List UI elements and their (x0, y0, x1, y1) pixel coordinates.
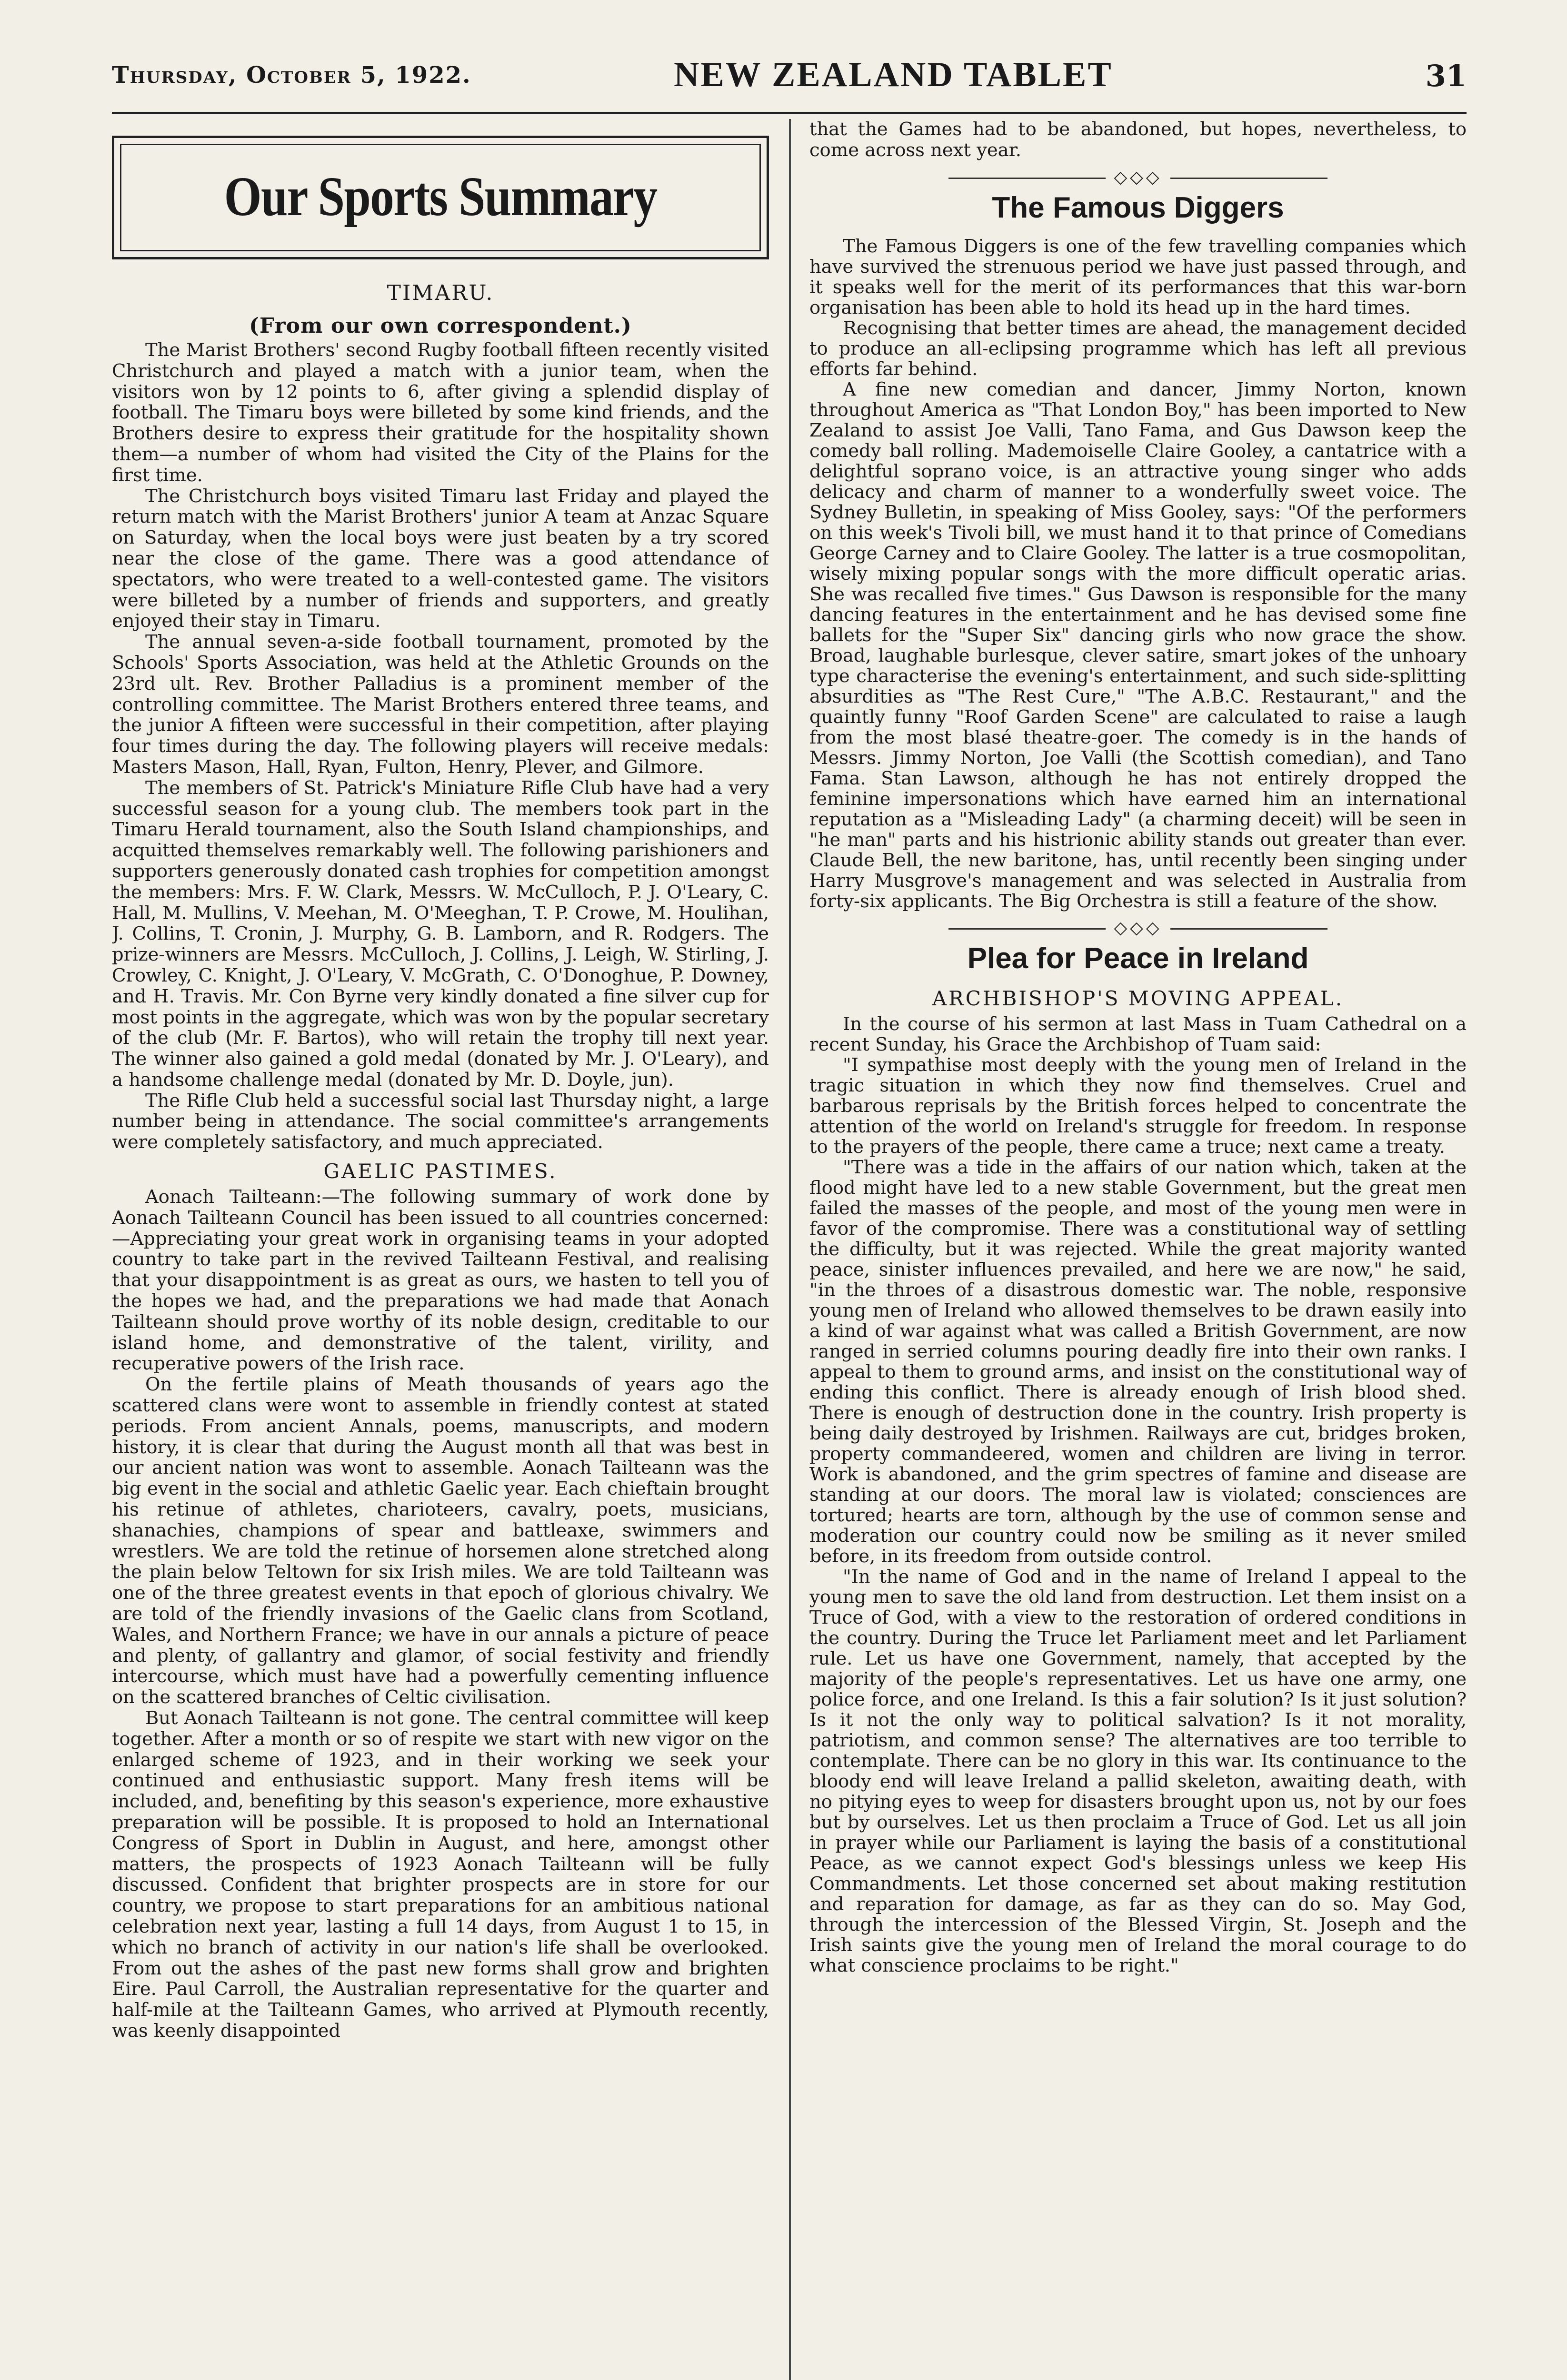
correspondent-line: (From our own correspondent.) (249, 314, 632, 338)
continuation-paragraph: that the Games had to be abandoned, but hopes, nevertheless, to come across next year. (809, 119, 1467, 161)
paragraph: The Marist Brothers' second Rugby football fifteen recently visited Christchurch and played a match with a junior team, when the visitors won by 12 points to 6, after giving a splendid display of football. The Timaru boys were billeted by some kind friends, and the Brothers desire to express their gratitude for the hospitality shown them—a number of whom had visited the City of the Plains for the first time. (112, 339, 769, 486)
paragraph: "I sympathise most deeply with the young men of Ireland in the tragic situation in which they now find themselves. Cruel and barbarous reprisals by the British forces helped to concentrate the attention of the world on Ireland's struggle for freedom. In response to the prayers of the people, there came a truce; next came a treaty. (809, 1054, 1467, 1158)
running-head (112, 55, 1467, 114)
paragraph: But Aonach Tailteann is not gone. The central committee will keep together. After a month or so of respite we start with new vigor on the enlarged scheme of 1923, and in their working we seek your continued and enthusiastic support. Many fresh items will be included, and, benefiting by this season's experience, more exhaustive preparation will be possible. It is proposed to hold an International Congress of Sport in Dublin in August, and here, amongst other matters, the prospects of 1923 Aonach Tailteann will be fully discussed. Confident that brighter prospects are in store for our country, we propose to start preparations for an ambitious national celebration next year, lasting a full 14 days, from August 1 to 15, in which no branch of activity in our nation's life shall be overlooked. From out the ashes of the past new forms shall grow and brighten Eire. Paul Carroll, the Australian representative for the quarter and half-mile at the Tailteann Games, who arrived at Plymouth recently, was keenly disappointed (112, 1707, 769, 2042)
column-divider (789, 119, 791, 2380)
gaelic-pastimes-heading: GAELIC PASTIMES. (323, 1160, 558, 1183)
paragraph: The Famous Diggers is one of the few travelling companies which have survived the strenuous period we have just passed through, and it speaks well for the merit of its performances that this war-born organisation has been able to hold its head up in the hard times. (809, 235, 1467, 318)
section-ornament: ◇◇◇ (809, 918, 1467, 938)
right-column (809, 119, 1467, 2380)
paragraph: The annual seven-a-side football tournament, promoted by the Schools' Sports Association, was held at the Athletic Grounds on the 23rd ult. Rev. Brother Palladius is a prominent member of the controlling committee. The Marist Brothers entered three teams, and the junior A fifteen were successful in their competition, after playing four times during the day. The following players will receive medals: Masters Mason, Hall, Ryan, Fulton, Henry, Plever, and Gilmore. (112, 631, 769, 778)
paragraph: The Rifle Club held a successful social last Thursday night, a large number being in attendance. The social committee's arrangements were completely satisfactory, and much appreciated. (112, 1090, 769, 1153)
sports-summary-title: Our Sports Summary (224, 165, 657, 228)
timaru-heading: TIMARU. (387, 281, 494, 305)
left-column (112, 119, 769, 2380)
section-ornament: ◇◇◇ (809, 168, 1467, 187)
paragraph: The members of St. Patrick's Miniature Rifle Club have had a very successful season for a young club. The members took part in the Timaru Herald tournament, also the South Island championships, and acquitted themselves remarkably well. The following parishioners and supporters generously donated cash trophies for competition amongst the members: Mrs. F. W. Clark, Messrs. W. McCulloch, P. J. O'Leary, C. Hall, M. Mullins, V. Meehan, M. O'Meeghan, T. P. Crowe, M. Houlihan, J. Collins, T. Cronin, J. Murphy, G. B. Lamborn, and R. Rodgers. The prize-winners are Messrs. McCulloch, J. Collins, J. Leigh, W. Stirling, J. Crowley, C. Knight, J. O'Leary, V. McGrath, C. O'Donoghue, P. Downey, and H. Travis. Mr. Con Byrne very kindly donated a fine silver cup for most points in the aggregate, which was won by the popular secretary of the club (Mr. F. Bartos), who will retain the trophy till next year. The winner also gained a gold medal (donated by Mr. J. O'Leary), and a handsome challenge medal (donated by Mr. D. Doyle, jun). (112, 777, 769, 1091)
paragraph: On the fertile plains of Meath thousands of years ago the scattered clans were wont to assemble in friendly contest at stated periods. From ancient Annals, poems, manuscripts, and modern history, it is clear that during the August month all that was best in our ancient nation was wont to assemble. Aonach Tailteann was the big event in the social and athletic Gaelic year. Each chieftain brought his retinue of athletes, charioteers, cavalry, poets, musicians, shanachies, champions of spear and battleaxe, swimmers and wrestlers. We are told the retinue of horsemen alone stretched along the plain below Teltown for six Irish miles. We are told Tailteann was one of the three greatest events in that epoch of glorious chivalry. We are told of the friendly invasions of the Gaelic clans from Scotland, Wales, and Northern France; we have in our annals a picture of peace and plenty, of gallantry and glamor, of social festivity and friendly intercourse, which must have had a powerfully cementing influence on the scattered branches of Celtic civilisation. (112, 1374, 769, 1708)
paragraph: In the course of his sermon at last Mass in Tuam Cathedral on a recent Sunday, his Grace the Archbishop of Tuam said: (809, 1013, 1467, 1055)
paragraph: The Christchurch boys visited Timaru last Friday and played the return match with the Marist Brothers' junior A team at Anzac Square on Saturday, when the local boys were just beaten by a try scored near the close of the game. There was a good attendance of spectators, who were treated to a well-contested game. The visitors were billeted by a number of friends and supporters, and greatly enjoyed their stay in Timaru. (112, 485, 769, 632)
sports-summary-box (112, 136, 769, 259)
page-number: 31 (1425, 59, 1467, 93)
newspaper-title: NEW ZEALAND TABLET (674, 55, 1113, 94)
famous-diggers-heading: The Famous Diggers (992, 191, 1284, 224)
paragraph: A fine new comedian and dancer, Jimmy Norton, known throughout America as "That London Boy," has been imported to New Zealand to assist Joe Valli, Tano Fama, and Gus Dawson keep the comedy ball rolling. Mademoiselle Claire Gooley, a cantatrice with a delightful soprano voice, is an attractive young singer who adds delicacy and charm of manner to a wonderfully sweet voice. The Sydney Bulletin, in speaking of Miss Gooley, says: "Of the performers on this week's Tivoli bill, we must hand it to that prince of Comedians George Carney and to Claire Gooley. The latter is a true cosmopolitan, wisely mixing popular songs with the more difficult operatic arias. She was recalled five times." Gus Dawson is responsible for the many dancing features in the entertainment and he has devised some fine ballets for the "Super Six" dancing girls who now grace the show. Broad, laughable burlesque, clever satire, smart jokes of the unhoary type characterise the evening's entertainment, and such side-splitting absurdities as "The Rest Cure," "The A.B.C. Restaurant," and the quaintly funny "Roof Garden Scene" are calculated to raise a laugh from the most blasé theatre-goer. The comedy is in the hands of Messrs. Jimmy Norton, Joe Valli (the Scottish comedian), and Tano Fama. Stan Lawson, although he has not entirely dropped the feminine impersonations which have earned him an international reputation as a "Misleading Lady" (a charming deceit) will be seen in "he man" parts and his histrionic ability stands out greater than ever. Claude Bell, the new baritone, has, until recently been singing under Harry Musgrove's management and was selected in Australia from forty-six applicants. The Big Orchestra is still a feature of the show. (809, 378, 1467, 912)
issue-date: Thursday, October 5, 1922. (112, 62, 471, 89)
plea-for-peace-heading: Plea for Peace in Ireland (967, 942, 1309, 975)
archbishop-subheading: ARCHBISHOP'S MOVING APPEAL. (932, 986, 1344, 1010)
paragraph: "There was a tide in the affairs of our nation which, taken at the flood might have led to a new stable Government, but the great men failed the masses of the people, and most of the young men were in favor of the compromise. There was a constitutional way of settling the difficulty, but it was rejected. While the great majority wanted peace, sinister influences prevailed, and here we are now," he said, "in the throes of a disastrous domestic war. The noble, responsive young men of Ireland who allowed themselves to be drawn easily into a kind of war against what was called a British Government, are now ranged in serried columns pouring deadly fire into their own ranks. I appeal to them to ground arms, and insist on the constitutional way of ending this conflict. There is already enough of Irish blood shed. There is enough of destruction done in the country. Irish property is being daily destroyed by Irishmen. Railways are cut, bridges broken, property commandeered, women and children are living in terror. Work is abandoned, and the grim spectres of famine and disease are standing at our doors. The moral law is violated; consciences are tortured; hearts are torn, although by the use of common sense and moderation our country could now be smiling as it never smiled before, in its freedom from outside control. (809, 1156, 1467, 1567)
paragraph: Aonach Tailteann:—The following summary of work done by Aonach Tailteann Council has been issued to all countries concerned:—Appreciating your great work in organising teams in your adopted country to take part in the revived Tailteann Festival, and realising that your disappointment is as great as ours, we hasten to tell you of the hopes we had, and the preparations we had made that Aonach Tailteann should prove worthy of its noble design, creditable to our island home, and demonstrative of the talent, virility, and recuperative powers of the Irish race. (112, 1186, 769, 1375)
paragraph: "In the name of God and in the name of Ireland I appeal to the young men to save the old land from destruction. Let them insist on a Truce of God, with a view to the restoration of ordered conditions in the country. During the Truce let Parliament meet and let Parliament rule. Let us have one Government, namely, that accepted by the majority of the people's representatives. Let us have one army, one police force, and one Ireland. Is this a fair solution? Is it just solution? Is it not the only way to political salvation? Is it not morality, patriotism, and common sense? The alternatives are too terrible to contemplate. There can be no glory in this war. Its continuance to the bloody end will leave Ireland a pallid skeleton, awaiting death, with no pitying eyes to weep for disasters brought upon us, not by our foes but by ourselves. Let us then proclaim a Truce of God. Let us all join in prayer while our Parliament is laying the basis of a constitutional Peace, as we cannot expect God's blessings unless we keep His Commandments. Let those concerned set about making restitution and reparation for damage, as far as they can do so. May God, through the intercession of the Blessed Virgin, St. Joseph and the Irish saints give the young men of Ireland the moral courage to do what conscience proclaims to be right." (809, 1566, 1467, 1976)
paragraph: Recognising that better times are ahead, the management decided to produce an all-eclipsing programme which has left all previous efforts far behind. (809, 317, 1467, 380)
